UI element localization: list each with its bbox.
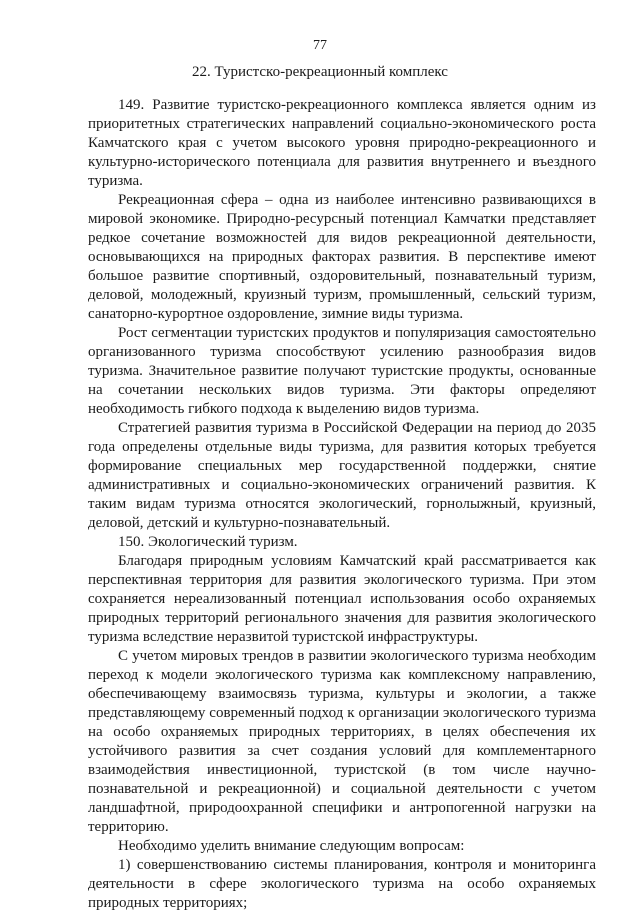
paragraph-149-intro: 149. Развитие туристско-рекреационного комплекса является одним из приоритетных стратегических направлений социально-экономического роста Камчатского края с учетом высокого уровня природно-рекреационного и культурно-исторического потенциала для развития внутреннего и въездного туризма. [88, 97, 596, 189]
page-number: 77 [313, 38, 327, 53]
paragraph-150-eco-tourism: 150. Экологический туризм. [118, 534, 298, 550]
paragraph-item-1: 1) совершенствованию системы планирования, контроля и мониторинга деятельности в сфере экологического туризма на особо охраняемых природных территориях; [88, 857, 596, 911]
paragraph-world-trends: С учетом мировых трендов в развитии экологического туризма необходим переход к модели экологического туризма как комплексному направлению, обеспечивающему взаимосвязь туризма, культуры и экологии, а также представляющему современный подход к организации экологического туризма на особо охраняемых природных территориях, в целях обеспечения их устойчивого развития за счет создания условий для комплементарного взаимодействия инвестиционной, туристской (в том числе научно-познавательной и рекреационной) и социальной деятельности с учетом ландшафтной, природоохранной специфики и антропогенной нагрузки на территорию. [88, 648, 596, 835]
paragraph-strategy-2035: Стратегией развития туризма в Российской Федерации на период до 2035 года определены отдельные виды туризма, для развития которых требуется формирование специальных мер государственной поддержки, снятие административных и социально-экономических ограничений развития. К таким видам туризма относятся экологический, горнолыжный, круизный, деловой, детский и культурно-познавательный. [88, 420, 596, 531]
paragraph-recreation-sphere: Рекреационная сфера – одна из наиболее интенсивно развивающихся в мировой экономике. Природно-ресурсный потенциал Камчатки представляет редкое сочетание возможностей для видов рекреационной деятельности, основывающихся на природных факторах развития. В перспективе имеют большое развитие спортивный, оздоровительный, познавательный туризм, деловой, молодежный, круизный туризм, промышленный, сельский туризм, санаторно-курортное оздоровление, зимние виды туризма. [88, 192, 596, 322]
document-body [88, 96, 596, 913]
paragraph-natural-conditions: Благодаря природным условиям Камчатский край рассматривается как перспективная территория для развития экологического туризма. При этом сохраняется нереализованный потенциал использования особо охраняемых природных территорий регионального значения для развития экологического туризма вследствие неразвитой туристской инфраструктуры. [88, 553, 596, 645]
paragraph-attention-issues: Необходимо уделить внимание следующим вопросам: [118, 838, 465, 854]
paragraph-segmentation: Рост сегментации туристских продуктов и популяризация самостоятельно организованного туризма способствуют усилению разнообразия видов туризма. Значительное развитие получают туристские продукты, основанные на сочетании нескольких видов туризма. Эти факторы определяют необходимость гибкого подхода к выделению видов туризма. [88, 325, 596, 417]
section-heading: 22. Туристско-рекреационный комплекс [192, 64, 448, 80]
